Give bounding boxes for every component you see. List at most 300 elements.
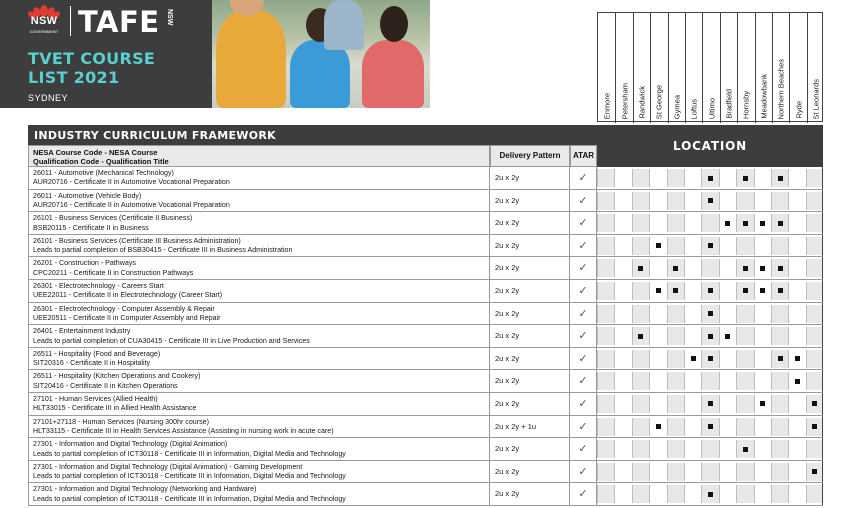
qualification-title: Leads to partial completion of ICT30118 - Certificate III in Information, Digital Media and Technology — [33, 494, 346, 503]
location-cell — [736, 418, 753, 436]
location-cells — [597, 235, 823, 257]
location-cell — [771, 327, 788, 345]
location-cell — [701, 463, 718, 481]
location-cell — [667, 463, 684, 481]
location-cell — [754, 305, 771, 323]
tafe-brand-suffix: NSW — [166, 9, 173, 26]
location-cells — [597, 370, 823, 392]
course-name: 27301 - Information and Digital Technology (Networking and Hardware) — [33, 485, 257, 494]
delivery-pattern: 2u x 2y + 1u — [490, 416, 570, 438]
page-header — [0, 0, 430, 108]
location-cell — [632, 418, 649, 436]
delivery-pattern: 2u x 2y — [490, 235, 570, 257]
location-cell — [632, 350, 649, 368]
location-available-marker — [701, 350, 718, 368]
location-available-marker — [701, 192, 718, 210]
table-edge — [822, 190, 823, 212]
location-cells — [597, 416, 823, 438]
location-header-8 — [737, 13, 754, 123]
location-cell — [614, 485, 631, 503]
location-cell — [667, 395, 684, 413]
table-row — [28, 235, 823, 258]
course-cell — [28, 190, 490, 212]
location-cell — [788, 327, 805, 345]
location-cell — [684, 372, 701, 390]
location-cell — [667, 418, 684, 436]
qualification-title: HLT33115 - Certificate III in Health Services Assistance (Assisting in nursing work in acute care) — [33, 426, 334, 435]
location-cell — [754, 440, 771, 458]
location-cell — [597, 327, 614, 345]
location-title: LOCATION — [597, 125, 823, 167]
location-cell — [597, 395, 614, 413]
location-cell — [614, 282, 631, 300]
location-available-marker — [771, 259, 788, 277]
location-label: Bradfield — [724, 89, 734, 119]
table-row — [28, 212, 823, 235]
qualification-title: Leads to partial completion of ICT30118 - Certificate III in Information, Digital Media and Technology — [33, 449, 346, 458]
location-label: Hornsby — [741, 91, 751, 119]
location-cell — [597, 237, 614, 255]
location-available-marker — [771, 282, 788, 300]
location-cell — [649, 350, 666, 368]
location-cells — [597, 167, 823, 189]
qualification-title: SIT20316 - Certificate II in Hospitality — [33, 359, 151, 368]
location-cell — [597, 485, 614, 503]
delivery-pattern: 2u x 2y — [490, 280, 570, 302]
location-cell — [597, 192, 614, 210]
location-available-marker — [632, 259, 649, 277]
location-cell — [684, 440, 701, 458]
location-cell — [771, 237, 788, 255]
location-cell — [632, 463, 649, 481]
location-cells — [597, 348, 823, 370]
city-label: SYDNEY — [28, 93, 69, 103]
location-cells — [597, 325, 823, 347]
table-edge — [822, 483, 823, 505]
location-cell — [649, 169, 666, 187]
location-cell — [806, 305, 823, 323]
location-cell — [719, 350, 736, 368]
location-available-marker — [788, 372, 805, 390]
student-figure-4 — [324, 0, 364, 50]
location-label: St George — [654, 84, 664, 119]
location-cell — [788, 192, 805, 210]
location-available-marker — [771, 214, 788, 232]
delivery-pattern: 2u x 2y — [490, 325, 570, 347]
location-cell — [684, 192, 701, 210]
location-available-marker — [719, 214, 736, 232]
location-cell — [754, 463, 771, 481]
location-available-marker — [649, 418, 666, 436]
location-cell — [632, 440, 649, 458]
location-cell — [788, 485, 805, 503]
location-label: Petersham — [620, 82, 630, 119]
location-label: Meadowbank — [759, 74, 769, 119]
location-cells — [597, 438, 823, 460]
location-cell — [667, 169, 684, 187]
table-edge — [822, 461, 823, 483]
location-cell — [754, 350, 771, 368]
location-cell — [806, 350, 823, 368]
location-available-marker — [754, 395, 771, 413]
course-cell — [28, 393, 490, 415]
location-cell — [806, 372, 823, 390]
course-name: 27301 - Information and Digital Technology (Digital Animation) - Gaming Development — [33, 462, 303, 471]
location-cell — [788, 463, 805, 481]
location-cells — [597, 303, 823, 325]
location-cell — [614, 440, 631, 458]
qualification-title: Leads to partial completion of CUA30415 - Certificate III in Live Production and Services — [33, 336, 310, 345]
location-cell — [771, 440, 788, 458]
delivery-column-header: Delivery Pattern — [490, 145, 570, 167]
location-available-marker — [667, 282, 684, 300]
location-cell — [719, 372, 736, 390]
delivery-pattern: 2u x 2y — [490, 167, 570, 189]
course-cell — [28, 461, 490, 483]
location-cell — [701, 214, 718, 232]
location-cell — [719, 169, 736, 187]
location-cell — [736, 372, 753, 390]
location-label: Gymea — [672, 94, 682, 119]
location-available-marker — [754, 259, 771, 277]
location-available-marker — [771, 169, 788, 187]
location-cell — [788, 169, 805, 187]
course-header-line2: Qualification Code - Qualification Title — [33, 157, 169, 166]
location-available-marker — [736, 282, 753, 300]
table-edge — [822, 235, 823, 257]
location-cell — [771, 463, 788, 481]
location-cell — [701, 259, 718, 277]
location-label: Enmore — [602, 92, 612, 119]
location-cell — [597, 350, 614, 368]
table-row — [28, 348, 823, 371]
location-cells — [597, 483, 823, 505]
delivery-pattern: 2u x 2y — [490, 212, 570, 234]
location-cell — [719, 463, 736, 481]
location-cell — [754, 327, 771, 345]
location-cell — [754, 485, 771, 503]
location-cell — [684, 214, 701, 232]
location-label: St Leonards — [811, 78, 821, 119]
student-figure-1 — [216, 10, 286, 108]
location-cell — [614, 327, 631, 345]
location-cell — [649, 485, 666, 503]
location-available-marker — [736, 169, 753, 187]
table-row — [28, 461, 823, 484]
course-cell — [28, 303, 490, 325]
table-row — [28, 303, 823, 326]
course-name: 27301 - Information and Digital Technology (Digital Animation) — [33, 440, 228, 449]
location-cells — [597, 190, 823, 212]
atar-check-icon: ✓ — [570, 190, 597, 212]
location-cell — [754, 169, 771, 187]
table-row — [28, 190, 823, 213]
location-cell — [806, 192, 823, 210]
location-cell — [684, 395, 701, 413]
location-label: Ryde — [794, 101, 804, 119]
location-available-marker — [701, 305, 718, 323]
location-cell — [614, 192, 631, 210]
table-edge — [822, 416, 823, 438]
course-name: 27101 - Human Services (Allied Health) — [33, 394, 158, 403]
location-cell — [684, 485, 701, 503]
table-row — [28, 438, 823, 461]
student-figure-2 — [290, 40, 350, 108]
location-label: Northern Beaches — [776, 58, 786, 119]
location-cell — [614, 259, 631, 277]
table-row — [28, 257, 823, 280]
location-cell — [667, 440, 684, 458]
location-available-marker — [788, 350, 805, 368]
atar-check-icon: ✓ — [570, 461, 597, 483]
course-cell — [28, 167, 490, 189]
location-cell — [597, 418, 614, 436]
location-cell — [788, 237, 805, 255]
location-cell — [788, 305, 805, 323]
location-cell — [719, 418, 736, 436]
location-cell — [597, 305, 614, 323]
location-available-marker — [701, 485, 718, 503]
delivery-pattern: 2u x 2y — [490, 438, 570, 460]
delivery-pattern: 2u x 2y — [490, 483, 570, 505]
page-title-line2: LIST 2021 — [28, 68, 120, 87]
location-available-marker — [806, 463, 823, 481]
location-available-marker — [806, 418, 823, 436]
atar-check-icon: ✓ — [570, 370, 597, 392]
location-header-7 — [720, 13, 737, 123]
location-available-marker — [701, 237, 718, 255]
table-row — [28, 393, 823, 416]
location-cell — [684, 327, 701, 345]
course-name: 26301 - Electrotechnology - Careers Start — [33, 281, 164, 290]
location-cell — [754, 372, 771, 390]
location-available-marker — [771, 350, 788, 368]
location-available-marker — [701, 282, 718, 300]
atar-check-icon: ✓ — [570, 483, 597, 505]
location-cell — [614, 237, 631, 255]
location-cell — [632, 192, 649, 210]
location-cell — [649, 463, 666, 481]
location-cell — [788, 282, 805, 300]
location-cell — [754, 418, 771, 436]
location-cell — [754, 192, 771, 210]
location-cell — [614, 305, 631, 323]
location-label: Loftus — [689, 98, 699, 119]
location-cell — [719, 305, 736, 323]
qualification-title: UEE22011 - Certificate II in Electrotechnology (Career Start) — [33, 291, 223, 300]
location-cell — [684, 282, 701, 300]
location-cell — [649, 440, 666, 458]
location-cells — [597, 461, 823, 483]
location-cell — [614, 395, 631, 413]
location-cell — [684, 169, 701, 187]
students-photo — [212, 0, 430, 108]
location-available-marker — [754, 214, 771, 232]
course-cell — [28, 438, 490, 460]
table-row — [28, 416, 823, 439]
location-label: Randwick — [637, 86, 647, 119]
location-cells — [597, 280, 823, 302]
location-cell — [788, 418, 805, 436]
nsw-logo-text: NSW — [30, 15, 58, 27]
student-figure-3 — [362, 40, 424, 108]
location-cells — [597, 257, 823, 279]
location-cell — [649, 395, 666, 413]
student-head-3 — [380, 6, 408, 42]
course-cell — [28, 483, 490, 505]
location-cell — [701, 372, 718, 390]
location-cell — [667, 485, 684, 503]
location-available-marker — [719, 327, 736, 345]
location-cell — [736, 327, 753, 345]
location-cell — [614, 418, 631, 436]
delivery-pattern: 2u x 2y — [490, 257, 570, 279]
location-cell — [597, 259, 614, 277]
location-cell — [736, 395, 753, 413]
location-cell — [736, 237, 753, 255]
table-edge — [822, 348, 823, 370]
location-cell — [667, 350, 684, 368]
location-cell — [736, 485, 753, 503]
location-available-marker — [736, 259, 753, 277]
atar-column-header: ATAR — [570, 145, 597, 167]
atar-check-icon: ✓ — [570, 257, 597, 279]
location-cell — [806, 282, 823, 300]
location-header-0 — [598, 13, 615, 123]
location-cell — [736, 463, 753, 481]
location-available-marker — [649, 237, 666, 255]
location-cell — [719, 192, 736, 210]
atar-check-icon: ✓ — [570, 416, 597, 438]
delivery-pattern: 2u x 2y — [490, 370, 570, 392]
atar-check-icon: ✓ — [570, 393, 597, 415]
course-cell — [28, 370, 490, 392]
qualification-title: Leads to partial completion of ICT30118 - Certificate III in Information, Digital Media and Technology — [33, 472, 346, 481]
location-cell — [736, 305, 753, 323]
location-cell — [719, 485, 736, 503]
location-available-marker — [806, 395, 823, 413]
location-cell — [771, 395, 788, 413]
location-cell — [597, 214, 614, 232]
location-cell — [597, 372, 614, 390]
location-column-headers — [597, 12, 823, 122]
location-cell — [719, 282, 736, 300]
atar-check-icon: ✓ — [570, 235, 597, 257]
course-cell — [28, 235, 490, 257]
location-available-marker — [701, 418, 718, 436]
location-cell — [806, 485, 823, 503]
location-header-11 — [789, 13, 806, 123]
course-name: 26101 - Business Services (Certificate II Business) — [33, 214, 193, 223]
location-cell — [597, 463, 614, 481]
table-edge — [822, 325, 823, 347]
location-cell — [806, 440, 823, 458]
course-name: 26011 - Automotive (Mechanical Technology) — [33, 169, 174, 177]
location-cell — [649, 327, 666, 345]
course-table-body — [28, 167, 823, 506]
qualification-title: UEE20511 - Certificate II in Computer Assembly and Repair — [33, 313, 221, 322]
location-cell — [701, 440, 718, 458]
delivery-pattern: 2u x 2y — [490, 393, 570, 415]
nsw-logo-subtext: GOVERNMENT — [29, 29, 59, 34]
location-cell — [771, 485, 788, 503]
table-row — [28, 325, 823, 348]
location-cell — [614, 214, 631, 232]
location-cell — [684, 418, 701, 436]
course-cell — [28, 416, 490, 438]
location-available-marker — [736, 214, 753, 232]
location-header-4 — [668, 13, 685, 123]
location-cell — [719, 237, 736, 255]
course-header-line1: NESA Course Code - NESA Course — [33, 148, 158, 157]
location-cell — [771, 192, 788, 210]
location-cell — [649, 192, 666, 210]
qualification-title: Leads to partial completion of BSB30415 - Certificate III in Business Administration — [33, 246, 293, 255]
tafe-brand: TAFE — [78, 5, 160, 39]
course-cell — [28, 257, 490, 279]
table-edge — [822, 257, 823, 279]
delivery-pattern: 2u x 2y — [490, 348, 570, 370]
delivery-pattern: 2u x 2y — [490, 303, 570, 325]
table-edge — [822, 280, 823, 302]
course-name: 26401 - Entertainment Industry — [33, 327, 131, 336]
location-cell — [788, 259, 805, 277]
course-name: 26201 - Construction - Pathways — [33, 259, 136, 268]
location-cell — [597, 282, 614, 300]
location-cell — [806, 169, 823, 187]
course-name: 26101 - Business Services (Certificate III Business Administration) — [33, 236, 241, 245]
course-column-header — [28, 145, 490, 167]
location-cell — [684, 463, 701, 481]
location-available-marker — [754, 282, 771, 300]
location-cell — [632, 305, 649, 323]
location-cell — [632, 214, 649, 232]
location-cell — [771, 305, 788, 323]
table-row — [28, 370, 823, 393]
location-cell — [667, 214, 684, 232]
location-available-marker — [632, 327, 649, 345]
location-cell — [736, 192, 753, 210]
location-cell — [632, 282, 649, 300]
page-title-line1: TVET COURSE — [28, 49, 156, 68]
atar-check-icon: ✓ — [570, 167, 597, 189]
location-cell — [788, 395, 805, 413]
atar-check-icon: ✓ — [570, 212, 597, 234]
location-cell — [597, 440, 614, 458]
location-cell — [788, 440, 805, 458]
atar-check-icon: ✓ — [570, 325, 597, 347]
location-cell — [806, 327, 823, 345]
table-edge — [822, 212, 823, 234]
location-available-marker — [736, 440, 753, 458]
location-cell — [632, 395, 649, 413]
location-cell — [754, 237, 771, 255]
delivery-pattern: 2u x 2y — [490, 461, 570, 483]
location-cell — [684, 305, 701, 323]
location-cell — [788, 214, 805, 232]
location-cell — [806, 237, 823, 255]
qualification-title: CPC20211 - Certificate II in Construction Pathways — [33, 268, 194, 277]
location-header-10 — [772, 13, 789, 123]
location-cell — [684, 259, 701, 277]
location-cell — [771, 418, 788, 436]
location-cell — [632, 169, 649, 187]
location-cell — [614, 169, 631, 187]
location-cell — [806, 259, 823, 277]
qualification-title: HLT33015 - Certificate III in Allied Health Assistance — [33, 404, 197, 413]
atar-check-icon: ✓ — [570, 438, 597, 460]
qualification-title: AUR20716 - Certificate II in Automotive Vocational Preparation — [33, 201, 230, 209]
